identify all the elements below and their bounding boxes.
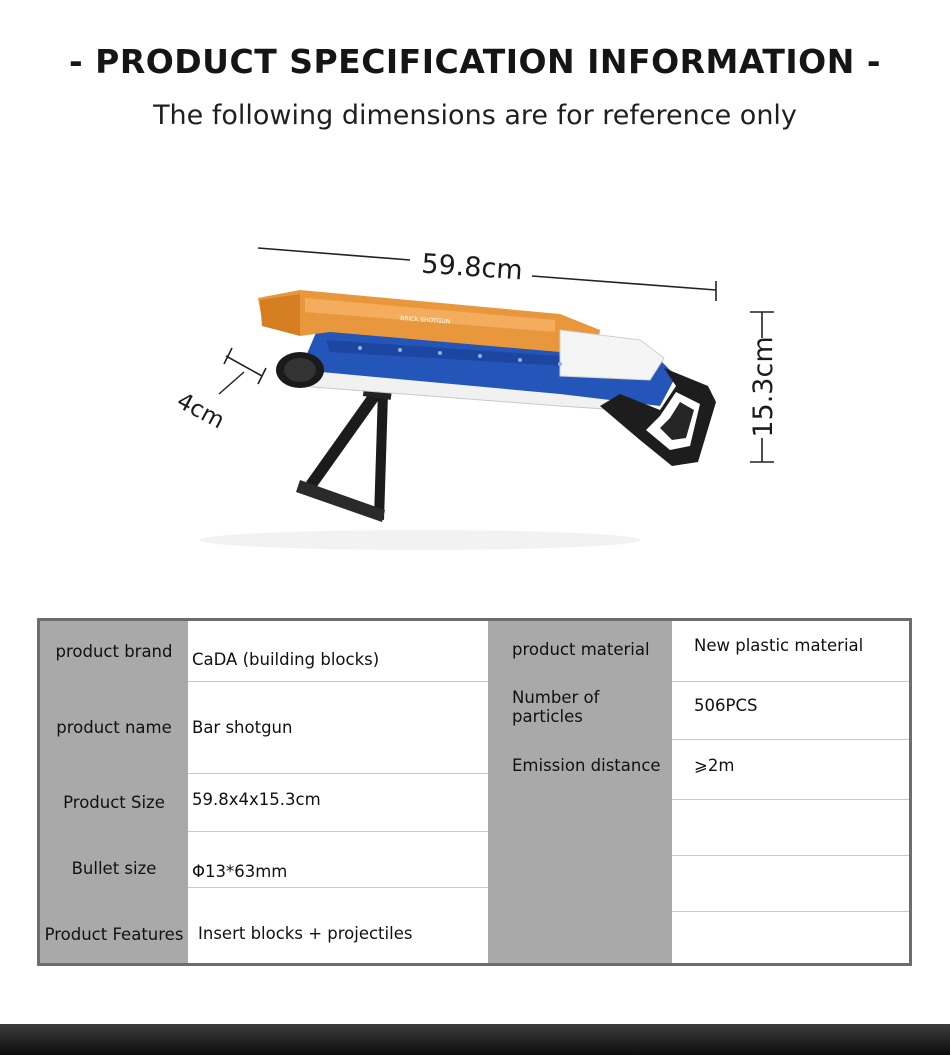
label-number-of-particles — [488, 687, 672, 727]
label-product-size — [40, 773, 188, 831]
label-emission-distance — [488, 745, 672, 785]
right-value-column — [672, 621, 909, 963]
value-product-features: Insert blocks + projectiles — [198, 923, 413, 943]
value-bullet-size: Φ13*63mm — [192, 861, 288, 881]
value-product-brand: CaDA (building blocks) — [192, 649, 380, 669]
left-label-column — [40, 621, 188, 963]
height-label: 15.3cm — [748, 336, 779, 438]
value-emission-distance: ⩾2m — [694, 755, 735, 775]
label-text: Product Features — [44, 924, 184, 944]
value-product-size: 59.8x4x15.3cm — [192, 789, 321, 809]
label-text: Product Size — [63, 792, 165, 812]
page-title: - PRODUCT SPECIFICATION INFORMATION - — [68, 42, 882, 81]
label-text: Number of particles — [512, 688, 600, 726]
label-product-brand — [40, 621, 188, 681]
value-number-of-particles: 506PCS — [694, 695, 758, 715]
value-product-name: Bar shotgun — [192, 717, 293, 737]
left-value-column — [188, 621, 488, 963]
gun-stock-text: BRICK SHOTGUN — [399, 315, 451, 326]
label-text: Emission distance — [512, 755, 661, 775]
label-text: Bullet size — [71, 858, 157, 878]
spec-table — [37, 618, 912, 966]
height-dimension — [747, 312, 779, 462]
product-illustration — [0, 180, 950, 600]
label-text: product name — [56, 717, 172, 737]
shotgun-illustration — [200, 290, 716, 550]
right-label-column — [488, 621, 672, 963]
page-subtitle: The following dimensions are for reference only — [153, 100, 797, 131]
label-product-features — [40, 905, 188, 963]
label-bullet-size — [40, 831, 188, 905]
label-text: product brand — [55, 641, 173, 661]
length-label: 59.8cm — [420, 248, 524, 287]
value-product-material: New plastic material — [694, 635, 864, 655]
width-label: 4cm — [172, 387, 229, 435]
label-product-material — [488, 629, 672, 669]
label-product-name — [40, 681, 188, 773]
bottom-bar — [0, 1024, 950, 1055]
label-text: product material — [512, 639, 650, 659]
width-dimension — [172, 348, 266, 434]
product-figure — [0, 180, 950, 600]
